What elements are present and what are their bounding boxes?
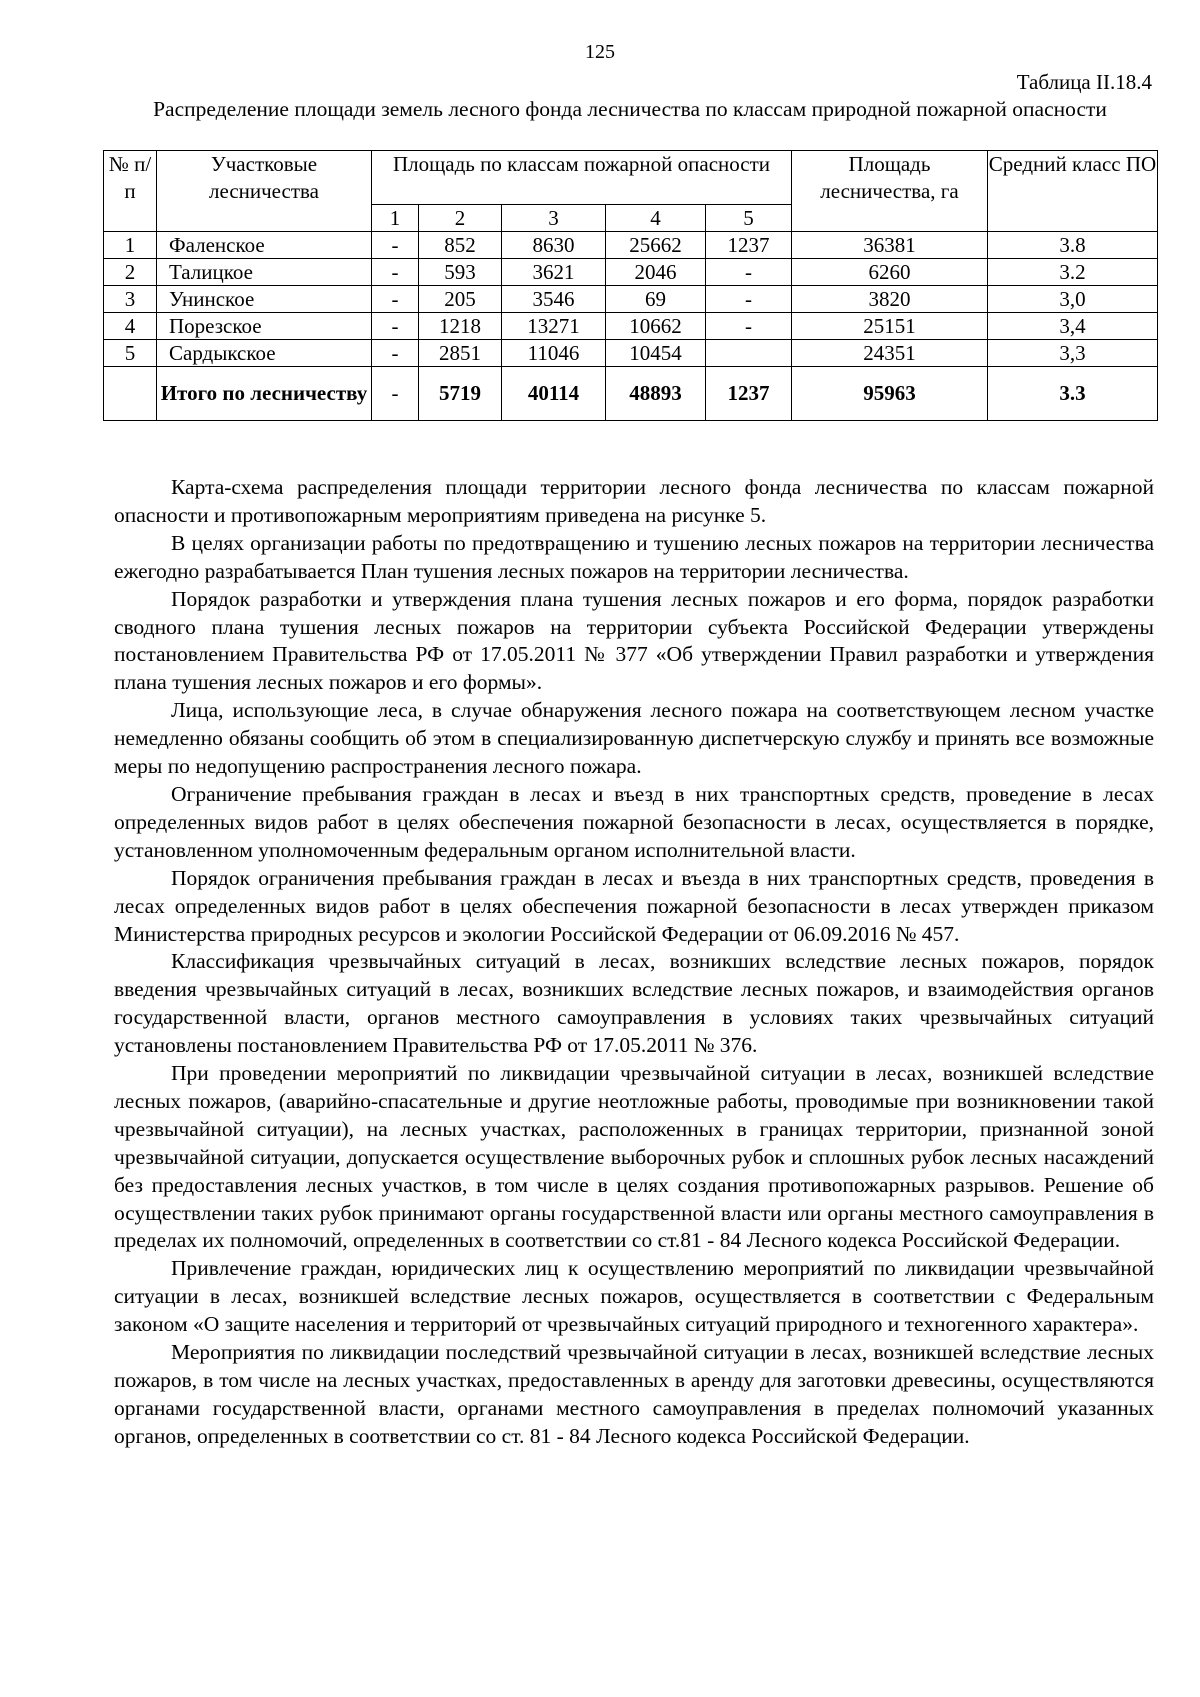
cell-class-5 (706, 340, 792, 367)
cell-avg: 3,3 (988, 340, 1158, 367)
cell-avg: 3.3 (988, 367, 1158, 421)
header-num: № п/п (104, 151, 157, 232)
paragraph: Лица, использующие леса, в случае обнаружения лесного пожара на соответствующем лесном участке немедленно обязаны сообщить об этом в специализированную диспетчерскую службу и принять все возможные меры по недопущению распространения лесного пожара. (114, 698, 1154, 779)
cell-class-5: - (706, 259, 792, 286)
table-row (104, 232, 1158, 259)
cell-class-2: 205 (419, 286, 502, 313)
cell-name: Фаленское (157, 232, 372, 259)
cell-class-2: 5719 (419, 367, 502, 421)
cell-name: Талицкое (157, 259, 372, 286)
paragraph: Привлечение граждан, юридических лиц к осуществлению мероприятий по ликвидации чрезвычайной ситуации в лесах, возникшей вследствие лесных пожаров, осуществляется в соответствии с Федеральным законом «О защите населения и территорий от чрезвычайных ситуаций природного и техногенного характера». (114, 1256, 1154, 1337)
table-title: Распределение площади земель лесного фонда лесничества по классам природной пожарной опасности (153, 97, 1107, 121)
table-row (104, 286, 1158, 313)
cell-num (104, 367, 157, 421)
cell-class-5: 1237 (706, 367, 792, 421)
cell-class-3: 40114 (502, 367, 606, 421)
cell-area: 6260 (792, 259, 988, 286)
cell-class-3: 11046 (502, 340, 606, 367)
table-row (104, 340, 1158, 367)
cell-avg: 3,4 (988, 313, 1158, 340)
cell-class-3: 3546 (502, 286, 606, 313)
cell-class-1: - (372, 232, 419, 259)
cell-area: 3820 (792, 286, 988, 313)
table-row (104, 313, 1158, 340)
cell-total-label: Итого по лесничеству (157, 367, 372, 421)
header-forestry: Участковые лесничества (157, 151, 372, 232)
table-total-row (104, 367, 1158, 421)
paragraph: Мероприятия по ликвидации последствий чрезвычайной ситуации в лесах, возникшей вследствие лесных пожаров, в том числе на лесных участках, предоставленных в аренду для заготовки древесины, осуществляются органами государственной власти, органами местного самоуправления в пределах полномочий указанных органов, определенных в соответствии со ст. 81 - 84 Лесного кодекса Российской Федерации. (114, 1340, 1154, 1448)
cell-class-4: 10454 (606, 340, 706, 367)
table-header-row (104, 151, 1158, 205)
cell-class-3: 3621 (502, 259, 606, 286)
cell-name: Сардыкское (157, 340, 372, 367)
cell-class-2: 1218 (419, 313, 502, 340)
cell-avg: 3.2 (988, 259, 1158, 286)
cell-num: 4 (104, 313, 157, 340)
header-avg-class: Средний класс ПО (988, 151, 1158, 232)
cell-area: 25151 (792, 313, 988, 340)
header-class: 2 (419, 205, 502, 232)
cell-class-4: 10662 (606, 313, 706, 340)
cell-class-3: 8630 (502, 232, 606, 259)
paragraph: Карта-схема распределения площади территории лесного фонда лесничества по классам пожарной опасности и противопожарным мероприятиям приведена на рисунке 5. (114, 475, 1154, 527)
table-label: Таблица II.18.4 (1016, 70, 1152, 94)
cell-area: 24351 (792, 340, 988, 367)
cell-num: 5 (104, 340, 157, 367)
cell-class-4: 2046 (606, 259, 706, 286)
paragraph: Ограничение пребывания граждан в лесах и въезд в них транспортных средств, проведение в лесах определенных видов работ в целях обеспечения пожарной безопасности в лесах, осуществляется в порядке, установленном уполномоченным федеральным органом исполнительной власти. (114, 781, 1154, 862)
cell-class-2: 2851 (419, 340, 502, 367)
header-class: 1 (372, 205, 419, 232)
table-row (104, 259, 1158, 286)
cell-class-4: 69 (606, 286, 706, 313)
header-area-by-class: Площадь по классам пожарной опасности (372, 151, 792, 205)
header-class: 4 (606, 205, 706, 232)
cell-name: Унинское (157, 286, 372, 313)
cell-num: 3 (104, 286, 157, 313)
cell-class-1: - (372, 313, 419, 340)
paragraph: Порядок ограничения пребывания граждан в лесах и въезда в них транспортных средств, проведения в лесах определенных видов работ в целях обеспечения пожарной безопасности в лесах утвержден приказом Министерства природных ресурсов и экологии Российской Федерации от 06.09.2016 № 457. (114, 865, 1154, 946)
cell-class-1: - (372, 340, 419, 367)
page-number: 125 (585, 41, 615, 63)
cell-class-5: 1237 (706, 232, 792, 259)
cell-class-1: - (372, 286, 419, 313)
header-total-area: Площадь лесничества, га (792, 151, 988, 232)
cell-avg: 3,0 (988, 286, 1158, 313)
cell-num: 1 (104, 232, 157, 259)
cell-class-2: 852 (419, 232, 502, 259)
cell-class-4: 48893 (606, 367, 706, 421)
cell-class-1: - (372, 367, 419, 421)
cell-num: 2 (104, 259, 157, 286)
cell-class-2: 593 (419, 259, 502, 286)
cell-class-3: 13271 (502, 313, 606, 340)
cell-class-5: - (706, 313, 792, 340)
header-class: 5 (706, 205, 792, 232)
fire-class-table (103, 150, 1158, 421)
cell-avg: 3.8 (988, 232, 1158, 259)
cell-area: 95963 (792, 367, 988, 421)
header-class: 3 (502, 205, 606, 232)
body-text (114, 474, 1154, 1451)
cell-name: Порезское (157, 313, 372, 340)
paragraph: Классификация чрезвычайных ситуаций в лесах, возникших вследствие лесных пожаров, порядок введения чрезвычайных ситуаций в лесах, возникших вследствие лесных пожаров, и взаимодействия органов государственной власти, органов местного самоуправления в условиях таких чрезвычайных ситуаций установлены постановлением Правительства РФ от 17.05.2011 № 376. (114, 949, 1154, 1058)
cell-area: 36381 (792, 232, 988, 259)
paragraph: В целях организации работы по предотвращению и тушению лесных пожаров на территории лесничества ежегодно разрабатывается План тушения лесных пожаров на территории лесничества. (114, 530, 1154, 583)
cell-class-1: - (372, 259, 419, 286)
cell-class-4: 25662 (606, 232, 706, 259)
paragraph: При проведении мероприятий по ликвидации чрезвычайной ситуации в лесах, возникшей вследствие лесных пожаров, (аварийно-спасательные и другие неотложные работы, проводимые при возникновении такой чрезвычайной ситуации), на лесных участках, расположенных в границах территории, признанной зоной чрезвычайной ситуации, допускается осуществление выборочных рубок и сплошных рубок лесных насаждений без предоставления лесных участков, в том числе в целях создания противопожарных разрывов. Решение об осуществлении таких рубок принимают органы государственной власти или органы местного самоуправления в пределах их полномочий, определенных в соответствии со ст.81 - 84 Лесного кодекса Российской Федерации. (114, 1061, 1154, 1253)
paragraph: Порядок разработки и утверждения плана тушения лесных пожаров и его форма, порядок разработки сводного плана тушения лесных пожаров на территории субъекта Российской Федерации утверждены постановлением Правительства РФ от 17.05.2011 № 377 «Об утверждении Правил разработки и утверждения плана тушения лесных пожаров и его формы». (114, 586, 1154, 695)
cell-class-5: - (706, 286, 792, 313)
